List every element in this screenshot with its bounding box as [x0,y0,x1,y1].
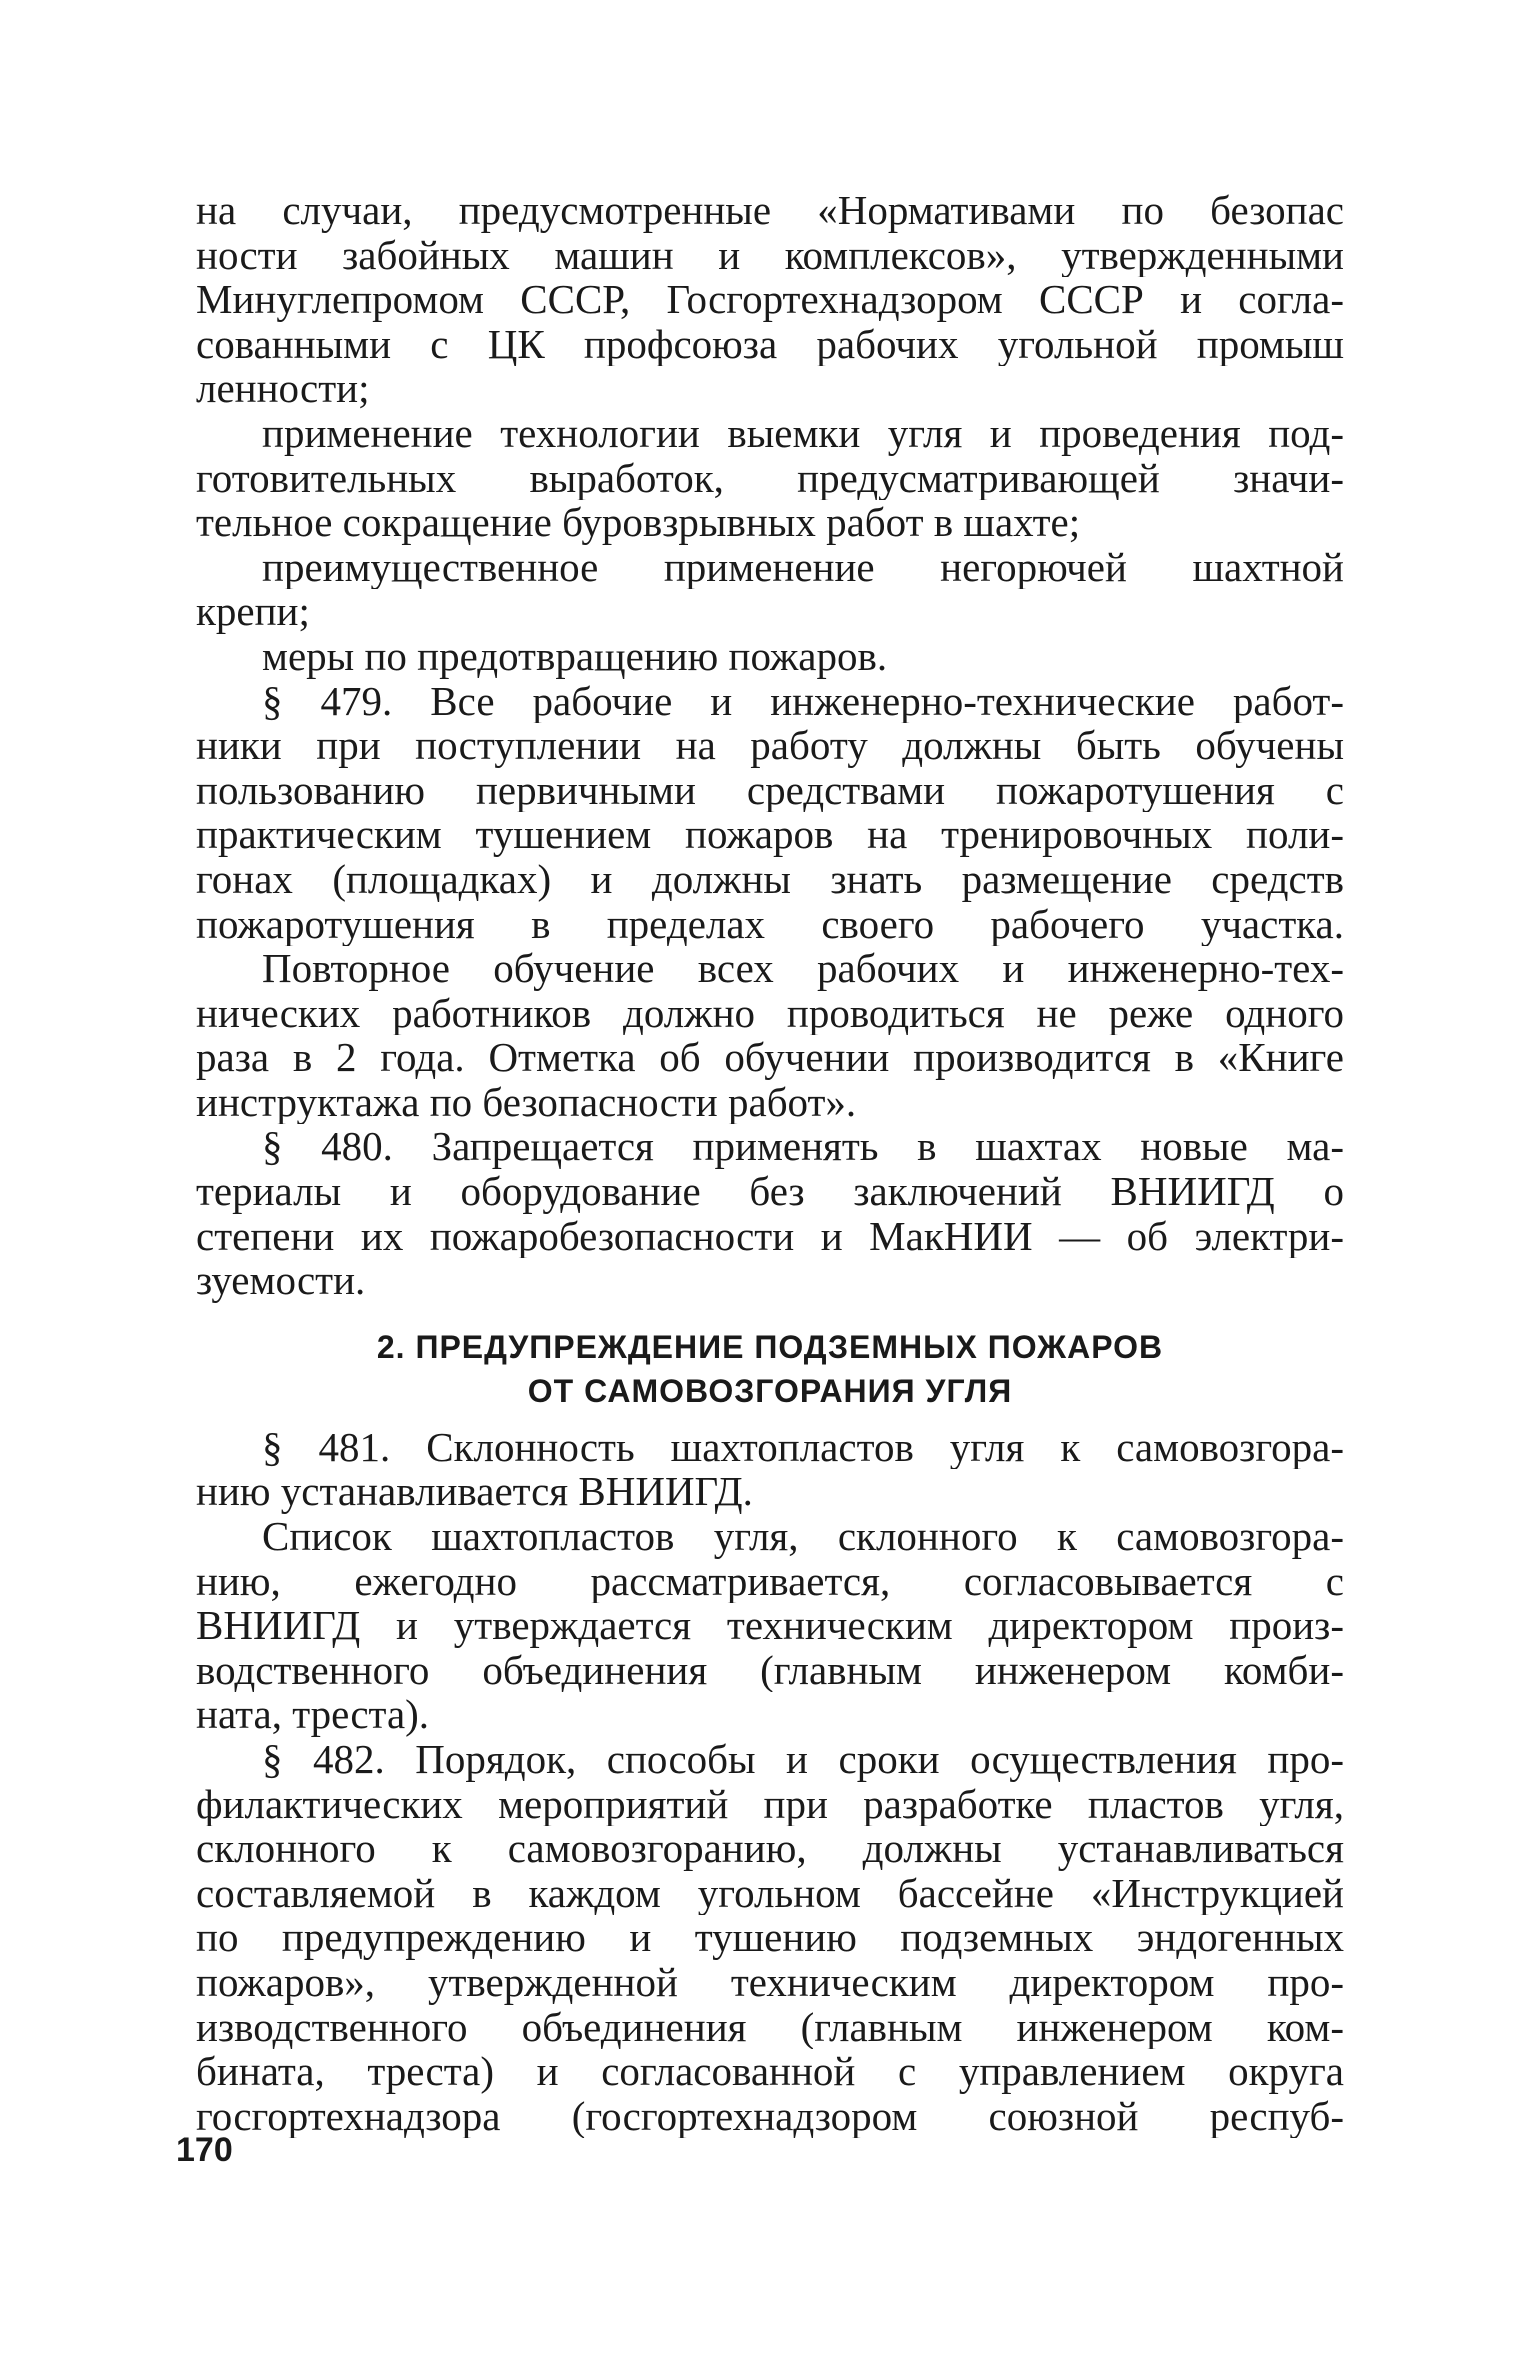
paragraph [196,634,1344,679]
text-line: ности забойных машин и комплексов», утвержденными [196,232,1344,278]
text-line: водственного объединения (главным инженером комби- [196,1647,1344,1693]
section-heading-line: 2. ПРЕДУПРЕЖДЕНИЕ ПОДЗЕМНЫХ ПОЖАРОВ [376,1328,1164,1365]
text-line: филактических мероприятий при разработке пластов угля, [196,1781,1344,1827]
text-line: ленности; [196,366,370,411]
paragraph-481 [196,1425,1344,1514]
text-line: нию устанавливается ВНИИГД. [196,1469,753,1515]
text-line: териалы и оборудование без заключений ВНИИГД о [196,1169,1344,1214]
text-line: склонного к самовозгоранию, должны устанавливаться [196,1826,1344,1871]
text-line: составляемой в каждом угольном бассейне «Инструкцией [196,1870,1344,1916]
paragraph [196,1514,1344,1737]
text-line: нию, ежегодно рассматривается, согласовывается с [196,1558,1344,1604]
text-line: зуемости. [196,1258,366,1303]
paragraph [196,946,1344,1124]
text-line: нических работников должно проводиться не реже одного [196,990,1344,1036]
text-line: пожаров», утвержденной техническим директором про- [196,1959,1344,2005]
text-line: госгортехнадзора (госгортехнадзором союзной респуб- [196,2093,1344,2139]
text-line: бината, треста) и согласованной с управлением округа [196,2049,1344,2094]
text-line: ники при поступлении на работу должны быть обучены [196,723,1344,768]
text-line: сованными с ЦК профсоюза рабочих угольной промыш [196,321,1344,367]
text-line: применение технологии выемки угля и проведения под- [262,410,1344,456]
text-line: степени их пожаробезопасности и МакНИИ — об электри- [196,1213,1344,1259]
page-number: 170 [176,2131,233,2169]
text-line: пользованию первичными средствами пожаротушения с [196,767,1344,813]
text-line: практическим тушением пожаров на тренировочных поли- [196,812,1344,857]
text-line: тельное сокращение буровзрывных работ в шахте; [196,500,1081,545]
page-content [196,188,1344,2138]
paragraph-482 [196,1737,1344,2138]
paragraph [196,188,1344,411]
text-line: раза в 2 года. Отметка об обучении производится в «Книге [196,1035,1344,1080]
paragraph [196,545,1344,634]
paragraph-479 [196,679,1344,947]
text-line: по предупреждению и тушению подземных эндогенных [196,1915,1344,1960]
text-line: § 482. Порядок, способы и сроки осуществления про- [262,1737,1344,1782]
text-line: крепи; [196,589,310,634]
text-line: Повторное обучение всех рабочих и инженерно-тех- [262,946,1344,991]
section-heading-line: ОТ САМОВОЗГОРАНИЯ УГЛЯ [527,1372,1013,1409]
text-line: ната, треста). [196,1692,430,1737]
paragraph-480 [196,1124,1344,1302]
text-line: инструктажа по безопасности работ». [196,1079,857,1125]
text-line: на случаи, предусмотренные «Нормативами по безопас [196,188,1344,233]
text-line: меры по предотвращению пожаров. [262,633,888,679]
section-heading [196,1325,1344,1413]
text-line: Минуглепромом СССР, Госгортехнадзором СССР и согла- [196,277,1344,322]
text-line: ВНИИГД и утверждается техническим директором произ- [196,1603,1344,1648]
text-line: § 480. Запрещается применять в шахтах новые ма- [262,1124,1344,1170]
text-line: изводственного объединения (главным инженером ком- [196,2004,1344,2050]
text-line: § 481. Склонность шахтопластов угля к самовозгора- [262,1424,1344,1470]
paragraph [196,411,1344,545]
text-line: § 479. Все рабочие и инженерно-технические работ- [262,678,1344,724]
text-line: готовительных выработок, предусматривающей значи- [196,455,1344,501]
text-line: гонах (площадках) и должны знать размещение средств [196,856,1344,902]
text-line: преимущественное применение негорючей шахтной [262,544,1344,590]
text-line: Список шахтопластов угля, склонного к самовозгора- [262,1514,1344,1559]
text-line: пожаротушения в пределах своего рабочего участка. [196,901,1344,947]
